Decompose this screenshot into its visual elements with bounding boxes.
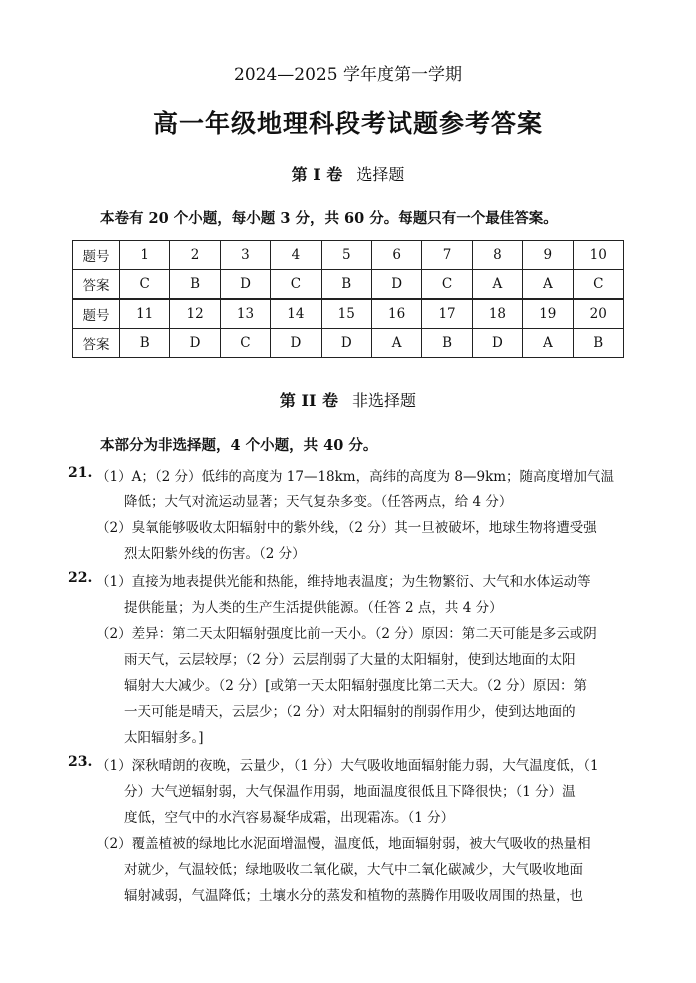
- question-number: 5: [321, 241, 371, 270]
- question-number: 4: [271, 241, 321, 270]
- answer-cell: A: [472, 270, 522, 300]
- school-year: 2024—2025 学年度第一学期: [234, 65, 462, 85]
- question-number: 8: [472, 241, 522, 270]
- answer-cell: C: [120, 270, 170, 300]
- table-row: [73, 270, 624, 300]
- answer-line: 分）大气逆辐射弱，大气保温作用弱，地面温度很低且下降很快；（1 分）温: [124, 784, 576, 800]
- answer-cell: C: [271, 270, 321, 300]
- question-number: 16: [371, 299, 421, 329]
- answer-line: （1）直接为地表提供光能和热能，维持地表温度；为生物繁衍、大气和水体运动等: [96, 574, 591, 590]
- answer-cell: D: [271, 329, 321, 358]
- answer-cell: C: [573, 270, 623, 300]
- answer-line: 烈太阳紫外线的伤害。（2 分）: [124, 546, 306, 562]
- question-21-number: 21.: [68, 465, 93, 481]
- answer-cell: B: [422, 329, 472, 358]
- part2-label: 第 II 卷: [279, 391, 339, 410]
- question-number: 12: [170, 299, 220, 329]
- answer-cell: B: [120, 329, 170, 358]
- answer-cell: D: [472, 329, 522, 358]
- question-22-number: 22.: [68, 570, 93, 586]
- answer-line: 太阳辐射多。]: [124, 730, 204, 746]
- answer-line: 一天可能是晴天，云层少；（2 分）对太阳辐射的削弱作用少，使到达地面的: [124, 704, 576, 720]
- answer-cell: C: [220, 329, 270, 358]
- row-label-question: 题号: [73, 241, 120, 270]
- question-number: 1: [120, 241, 170, 270]
- question-number: 15: [321, 299, 371, 329]
- question-number: 6: [371, 241, 421, 270]
- answer-cell: B: [321, 270, 371, 300]
- answer-cell: A: [523, 270, 573, 300]
- answer-cell: A: [371, 329, 421, 358]
- answer-line: 辐射减弱，气温降低；土壤水分的蒸发和植物的蒸腾作用吸收周围的热量，也: [124, 888, 583, 904]
- part2-heading: [0, 388, 696, 411]
- question-number: 10: [573, 241, 623, 270]
- answer-line: （1）深秋晴朗的夜晚，云量少，（1 分）大气吸收地面辐射能力弱，大气温度低，（1: [96, 758, 599, 774]
- answer-line: 雨天气，云层较厚；（2 分）云层削弱了大量的太阳辐射，使到达地面的太阳: [124, 652, 576, 668]
- answer-cell: B: [573, 329, 623, 358]
- question-number: 11: [120, 299, 170, 329]
- answer-cell: A: [523, 329, 573, 358]
- question-23-number: 23.: [68, 754, 93, 770]
- answer-line: 度低，空气中的水汽容易凝华成霜，出现霜冻。（1 分）: [124, 810, 455, 826]
- answer-line: （2）覆盖植被的绿地比水泥面增温慢，温度低，地面辐射弱，被大气吸收的热量相: [96, 836, 591, 852]
- question-number: 17: [422, 299, 472, 329]
- page-title: 高一年级地理科段考试题参考答案: [152, 109, 543, 138]
- row-label-question: 题号: [73, 299, 120, 329]
- answer-line: 降低；大气对流运动显著；天气复杂多变。（任答两点，给 4 分）: [124, 494, 513, 510]
- answer-line: 对就少，气温较低；绿地吸收二氧化碳，大气中二氧化碳减少，大气吸收地面: [124, 862, 583, 878]
- question-number: 20: [573, 299, 623, 329]
- part2-intro: 本部分为非选择题，4 个小题，共 40 分。: [100, 437, 378, 454]
- answer-line: （2）差异：第二天太阳辐射强度比前一天小。（2 分）原因：第二天可能是多云或阴: [96, 626, 597, 642]
- part1-name: 选择题: [356, 165, 405, 184]
- question-number: 9: [523, 241, 573, 270]
- table-row: [73, 299, 624, 329]
- part1-heading: [0, 162, 696, 185]
- answer-cell: D: [371, 270, 421, 300]
- answer-line: （1）A；（2 分）低纬的高度为 17—18km，高纬的高度为 8—9km；随高度增加气温: [96, 469, 615, 485]
- answer-cell: B: [170, 270, 220, 300]
- row-label-answer: 答案: [73, 270, 120, 300]
- question-number: 14: [271, 299, 321, 329]
- answer-line: 提供能量；为人类的生产生活提供能源。（任答 2 点，共 4 分）: [124, 600, 503, 616]
- answer-cell: D: [321, 329, 371, 358]
- question-number: 18: [472, 299, 522, 329]
- answer-cell: D: [170, 329, 220, 358]
- answer-table: [72, 240, 624, 358]
- answer-line: 辐射大大减少。（2 分）[或第一天太阳辐射强度比第二天大。（2 分）原因：第: [124, 678, 588, 694]
- question-number: 2: [170, 241, 220, 270]
- answer-line: （2）臭氧能够吸收太阳辐射中的紫外线，（2 分）其一旦被破坏，地球生物将遭受强: [96, 520, 597, 536]
- table-row: [73, 329, 624, 358]
- question-number: 3: [220, 241, 270, 270]
- question-number: 7: [422, 241, 472, 270]
- question-number: 13: [220, 299, 270, 329]
- part1-label: 第 I 卷: [291, 165, 343, 184]
- row-label-answer: 答案: [73, 329, 120, 358]
- answer-cell: D: [220, 270, 270, 300]
- part1-intro: 本卷有 20 个小题，每小题 3 分，共 60 分。每题只有一个最佳答案。: [100, 210, 558, 227]
- answer-cell: C: [422, 270, 472, 300]
- question-number: 19: [523, 299, 573, 329]
- part2-name: 非选择题: [352, 391, 417, 410]
- table-row: [73, 241, 624, 270]
